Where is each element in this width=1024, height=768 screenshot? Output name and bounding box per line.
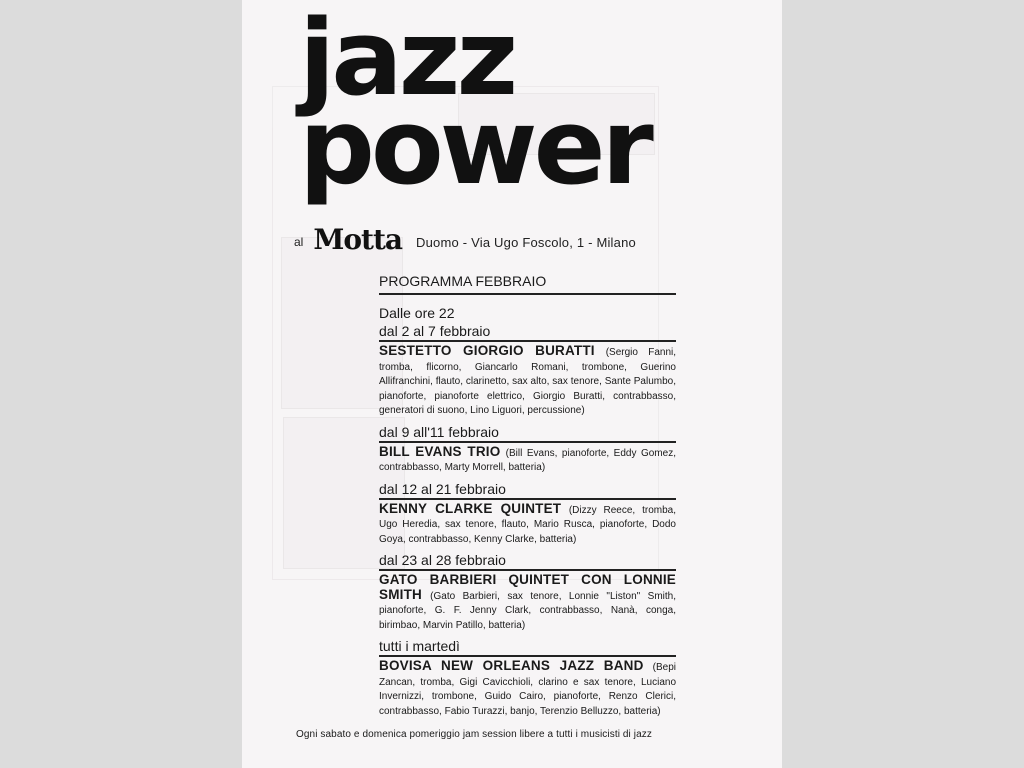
venue-address: Duomo - Via Ugo Foscolo, 1 - Milano [416, 234, 636, 250]
venue-prefix: al [294, 235, 304, 249]
event-date: dal 12 al 21 febbraio [379, 481, 676, 500]
band-members: (Bepi Zancan, tromba, Gigi Cavicchioli, clarino e sax tenore, Luciano Invernizzi, trombone, Guido Cairo, pianoforte, Renzo Clerici, contrabbasso, Fabio Turazzi, banjo, Terenzio Belluzzo, batteria) [379, 662, 676, 717]
band-name: SESTETTO GIORGIO BURATTI [379, 343, 595, 358]
title-power: power [299, 86, 650, 208]
band-name: GATO BARBIERI QUINTET CON LONNIE SMITH [379, 572, 676, 602]
venue-line [294, 224, 774, 254]
event-date: dal 9 all'11 febbraio [379, 424, 676, 443]
event-date: dal 23 al 28 febbraio [379, 552, 676, 571]
poster-page [242, 0, 782, 768]
event-band [379, 502, 676, 547]
start-time: Dalle ore 22 [379, 305, 455, 321]
band-name: BOVISA NEW ORLEANS JAZZ BAND [379, 658, 644, 673]
band-name: KENNY CLARKE QUINTET [379, 500, 562, 516]
band-members: (Gato Barbieri, sax tenore, Lonnie "Liston" Smith, pianoforte, G. F. Jenny Clark, contrabbasso, Nanà, conga, birimbao, Marvin Patillo, batteria) [379, 590, 676, 631]
band-members: (Dizzy Reece, tromba, Ugo Heredia, sax tenore, flauto, Mario Rusca, pianoforte, Dodo Goya, contrabbasso, Kenny Clarke, batteria) [379, 504, 676, 545]
event-block [379, 552, 676, 632]
program-list [379, 273, 676, 724]
band-members: (Sergio Fanni, tromba, flicorno, Giancarlo Romani, trombone, Guerino Allifranchini, flauto, clarinetto, sax alto, sax tenore, Sante Palumbo, pianoforte, pianoforte elettrico, Giorgio Buratti, contrabbasso, generatori di suono, Lino Liguori, percussione) [379, 347, 676, 416]
event-block [379, 323, 676, 418]
band-members: (Bill Evans, pianoforte, Eddy Gomez, contrabbasso, Marty Morrell, batteria) [379, 447, 676, 473]
event-block [379, 481, 676, 547]
program-heading: PROGRAMMA FEBBRAIO [379, 273, 676, 295]
event-date: dal 2 al 7 febbraio [379, 323, 676, 342]
title-jazz: jazz [299, 0, 515, 119]
event-date: tutti i martedì [379, 638, 676, 657]
event-band [379, 445, 676, 475]
motta-logo: Motta [313, 222, 403, 256]
event-block [379, 638, 676, 718]
footer-note: Ogni sabato e domenica pomeriggio jam session libere a tutti i musicisti di jazz [296, 729, 652, 740]
event-band [379, 573, 676, 632]
band-name: BILL EVANS TRIO [379, 443, 501, 459]
event-band [379, 659, 676, 718]
event-band [379, 344, 676, 418]
event-block [379, 424, 676, 475]
